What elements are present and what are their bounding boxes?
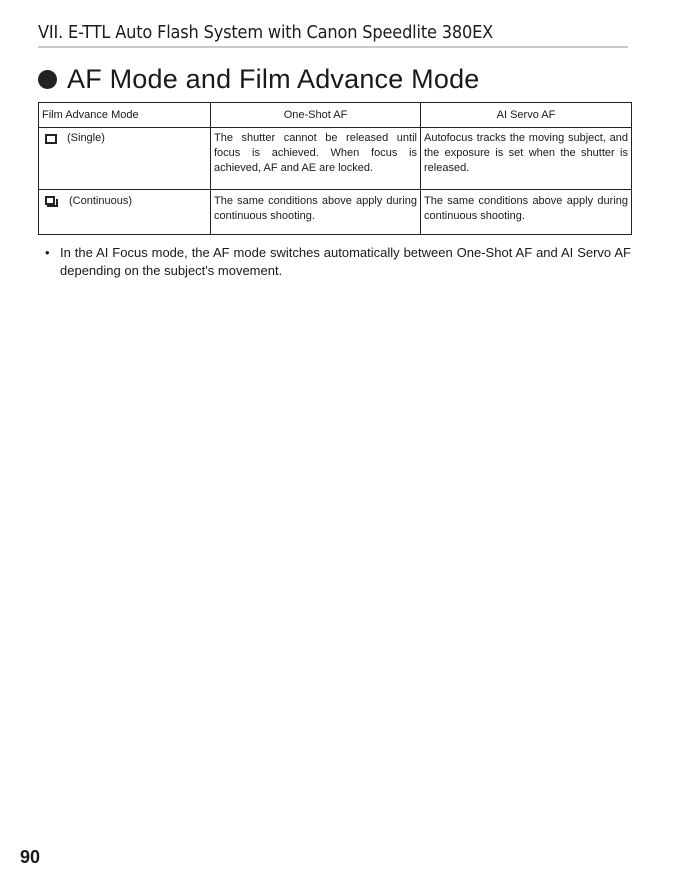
mode-label-single: (Single) [67, 132, 105, 144]
section-bullet-icon [38, 70, 57, 89]
note-text: In the AI Focus mode, the AF mode switches automatically between One-Shot AF and AI Servo AF depending on the subject's movement. [60, 245, 631, 278]
mode-label-continuous: (Continuous) [69, 195, 132, 207]
column-header-one-shot: One-Shot AF [211, 103, 421, 128]
single-frame-icon [45, 134, 57, 144]
mode-cell-continuous [39, 190, 211, 235]
mode-cell-single [39, 128, 211, 190]
ai-servo-cell-single: Autofocus tracks the moving subject, and the exposure is set when the shutter is released. [421, 128, 632, 190]
page-number: 90 [20, 847, 41, 867]
one-shot-cell-single: The shutter cannot be released until focus is achieved. When focus is achieved, AF and AE are locked. [211, 128, 421, 190]
running-header: VII. E-TTL Auto Flash System with Canon Speedlite 380EX [38, 22, 494, 43]
af-mode-table [38, 102, 632, 235]
column-header-ai-servo: AI Servo AF [421, 103, 632, 128]
continuous-frames-icon [45, 196, 59, 208]
table-row-single [39, 128, 632, 190]
header-rule [38, 46, 628, 48]
column-header-film-advance: Film Advance Mode [39, 103, 211, 128]
ai-focus-note [45, 244, 631, 280]
one-shot-cell-continuous: The same conditions above apply during continuous shooting. [211, 190, 421, 235]
section-heading [38, 64, 480, 95]
ai-servo-cell-continuous: The same conditions above apply during continuous shooting. [421, 190, 632, 235]
note-bullet: • [45, 245, 50, 260]
table-header-row [39, 103, 632, 128]
table-row-continuous [39, 190, 632, 235]
section-title: AF Mode and Film Advance Mode [67, 64, 480, 94]
